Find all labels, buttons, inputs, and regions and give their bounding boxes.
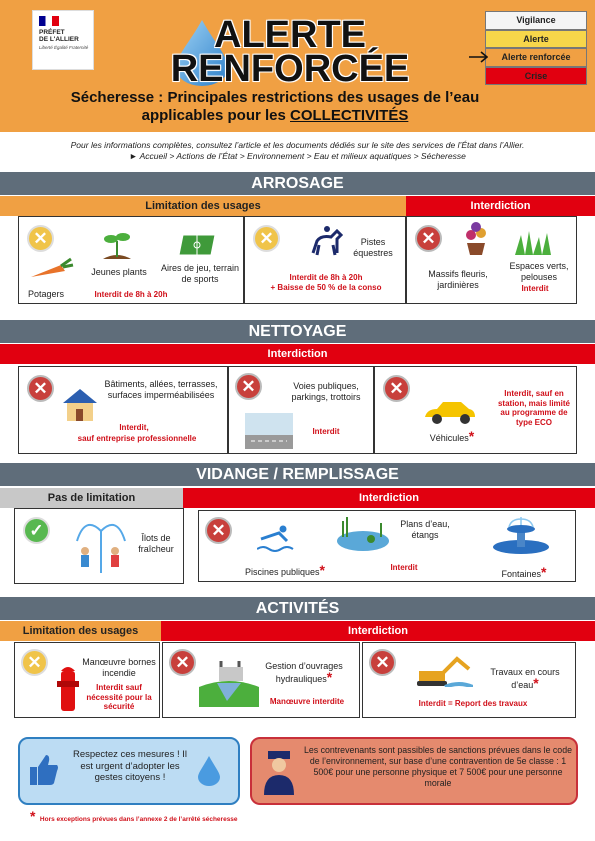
section-arrosage: ARROSAGE xyxy=(0,172,595,195)
rule-vidange: Interdit xyxy=(390,563,418,572)
respect-text: Respectez ces mesures ! Il est urgent d’adopter les gestes citoyens ! xyxy=(72,749,188,783)
fountain-icon xyxy=(491,515,551,555)
rule-batiments-a: Interdit, xyxy=(119,423,149,432)
flower-pot-icon xyxy=(459,221,493,257)
seedling-icon xyxy=(99,227,135,263)
card-pistes xyxy=(244,216,406,304)
forbidden-icon: ✕ xyxy=(205,517,232,544)
rule-potagers: Interdit de 8h à 20h xyxy=(94,290,168,299)
forbidden-icon: ✕ xyxy=(369,649,396,676)
limit-icon: ✕ xyxy=(27,225,54,252)
band-interdiction-arrosage: Interdiction xyxy=(406,196,595,216)
label-pistes: Pistes équestres xyxy=(353,237,393,258)
forbidden-icon: ✕ xyxy=(169,649,196,676)
marianne-flag-icon xyxy=(39,16,59,26)
page-subtitle: Sécheresse : Principales restrictions des usages de l’eau applicables pour les COLLECTIVITÉS xyxy=(70,89,480,124)
label-travaux: Travaux en cours d’eau* xyxy=(490,667,560,691)
sanctions-box xyxy=(250,737,578,805)
card-piscines xyxy=(198,510,576,582)
rule-pistes-a: Interdit de 8h à 20h xyxy=(289,273,363,282)
card-batiments xyxy=(18,366,228,454)
rule-voies: Interdit xyxy=(312,427,340,436)
rule-bornes: Interdit sauf nécessité pour la sécurité xyxy=(86,683,152,711)
info-text: Pour les informations complètes, consultez l’article et les documents dédiés sur le site des services de l’État dans l’Allier. ► Accueil > Actions de l’État > Environnement > Eau et milieux aquatiques > Sécheresse xyxy=(70,140,525,161)
card-ouvrages xyxy=(162,642,360,718)
card-vehicules xyxy=(374,366,577,454)
label-plans: Plans d’eau, étangs xyxy=(400,519,450,540)
label-batiments: Bâtiments, allées, terrasses, surfaces imperméabilisées xyxy=(104,379,218,400)
card-voies xyxy=(228,366,374,454)
gendarme-icon xyxy=(262,749,296,797)
footnote-text: Hors exceptions prévues dans l’annexe 2 de l’arrêté sécheresse xyxy=(39,816,238,823)
limit-icon: ✕ xyxy=(253,225,280,252)
water-fountain-kids-icon xyxy=(71,511,131,573)
forbidden-icon: ✕ xyxy=(27,375,54,402)
prefet-logo xyxy=(32,10,94,70)
label-voies: Voies publiques, parkings, trottoirs xyxy=(291,381,361,402)
vigilance-level: Vigilance xyxy=(485,11,587,30)
label-vehicules: Véhicules* xyxy=(429,428,475,444)
forbidden-icon: ✕ xyxy=(235,373,262,400)
sports-field-icon xyxy=(177,233,217,257)
house-icon xyxy=(61,387,99,423)
label-fontaines: Fontaines* xyxy=(501,564,547,580)
alerte-level: Alerte xyxy=(485,30,587,49)
forbidden-icon: ✕ xyxy=(415,225,442,252)
rule-travaux: Interdit = Report des travaux xyxy=(418,699,528,708)
band-interdiction-vidange: Interdiction xyxy=(183,488,595,508)
section-activites: ACTIVITÉS xyxy=(0,597,595,620)
label-jeunes-plants: Jeunes plants xyxy=(91,267,147,277)
swimmer-icon xyxy=(257,521,297,555)
carrot-icon xyxy=(27,257,75,283)
rule-batiments-b: sauf entreprise professionnelle xyxy=(77,434,197,443)
band-pas-de-limitation: Pas de limitation xyxy=(0,488,183,508)
label-bornes: Manœuvre bornes incendie xyxy=(82,657,156,678)
label-aires: Aires de jeu, terrain de sports xyxy=(160,263,240,284)
label-potagers: Potagers xyxy=(27,289,65,299)
car-icon xyxy=(423,399,477,425)
logo-line1: PRÉFET xyxy=(39,29,65,36)
grass-icon xyxy=(515,229,555,255)
page-title: ALERTE RENFORCÉE xyxy=(170,14,410,90)
band-interdiction-nettoyage: Interdiction xyxy=(0,344,595,364)
arrow-right-icon xyxy=(468,51,488,63)
thumbs-up-icon xyxy=(28,753,60,787)
card-ilots xyxy=(14,508,184,584)
label-massifs: Massifs fleuris, jardinières xyxy=(428,269,488,290)
card-travaux xyxy=(362,642,576,718)
logo-motto: Liberté Égalité Fraternité xyxy=(39,45,89,50)
card-bornes xyxy=(14,642,160,718)
crise-level: Crise xyxy=(485,67,587,86)
horse-rider-icon xyxy=(307,223,345,259)
label-ouvrages: Gestion d’ouvrages hydrauliques* xyxy=(265,661,343,685)
alerte-renforcee-level: Alerte renforcée xyxy=(485,48,587,67)
road-icon xyxy=(245,413,293,449)
water-drop-small-icon xyxy=(196,755,222,787)
rule-vehicules: Interdit, sauf en station, mais limité au programme de type ECO xyxy=(497,389,571,427)
vigilance-scale xyxy=(485,11,587,85)
card-massifs xyxy=(406,216,577,304)
logo-line2: DE L'ALLIER xyxy=(39,36,79,43)
band-limitation-activites: Limitation des usages xyxy=(0,621,161,641)
rule-massifs: Interdit xyxy=(521,284,549,293)
band-interdiction-activites: Interdiction xyxy=(161,621,595,641)
forbidden-icon: ✕ xyxy=(383,375,410,402)
check-icon: ✓ xyxy=(23,517,50,544)
label-piscines: Piscines publiques* xyxy=(245,562,325,578)
rule-ouvrages: Manœuvre interdite xyxy=(269,697,345,706)
label-espaces: Espaces verts, pelouses xyxy=(509,261,569,282)
rule-pistes-b: + Baisse de 50 % de la conso xyxy=(270,283,382,292)
card-potagers xyxy=(18,216,244,304)
respect-box xyxy=(18,737,240,805)
excavator-icon xyxy=(415,651,473,687)
pond-icon xyxy=(335,515,391,553)
sanctions-text: Les contrevenants sont passibles de sanctions prévues dans le code de l’environnement, sur base d’une contravention de 5e classe : 1 500€ pour une personne physique et 7 500€ pour une personne morale xyxy=(304,745,572,788)
fire-hydrant-icon xyxy=(55,663,81,715)
limit-icon: ✕ xyxy=(21,649,48,676)
footnote: * Hors exceptions prévues dans l’annexe 2 de l’arrêté sécheresse xyxy=(30,808,238,824)
asterisk-mark: * xyxy=(468,428,475,444)
dam-icon xyxy=(199,657,259,707)
section-nettoyage: NETTOYAGE xyxy=(0,320,595,343)
section-vidange: VIDANGE / REMPLISSAGE xyxy=(0,463,595,486)
label-ilots: Îlots de fraîcheur xyxy=(138,533,174,554)
band-limitation-arrosage: Limitation des usages xyxy=(0,196,406,216)
